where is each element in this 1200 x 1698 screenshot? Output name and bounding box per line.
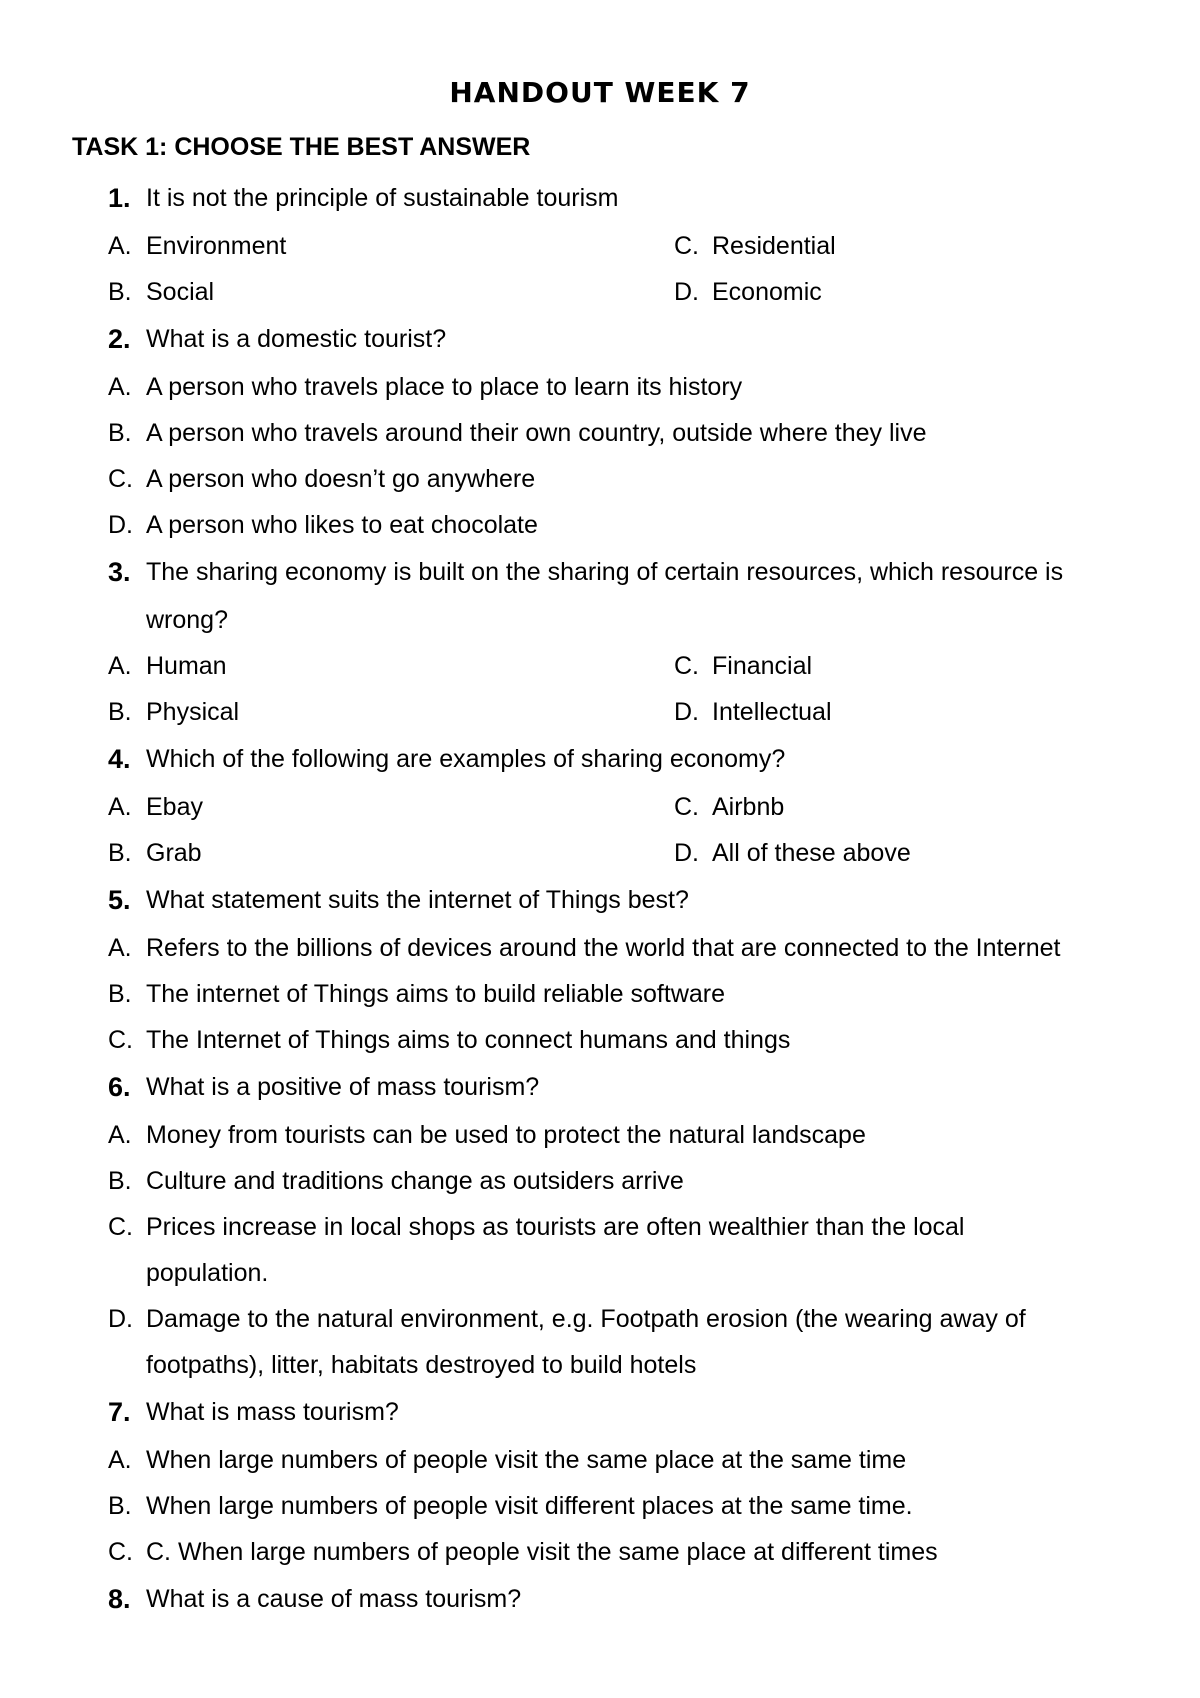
option-letter: C.	[108, 1538, 133, 1566]
option-text: Intellectual	[712, 698, 832, 726]
option-text: Airbnb	[712, 793, 785, 821]
option-text: The internet of Things aims to build reliable software	[146, 980, 726, 1008]
option-letter: B.	[108, 419, 132, 447]
option-row	[0, 1529, 1200, 1575]
question-row	[0, 1388, 1200, 1437]
question-text: The sharing economy is built on the sharing of certain resources, which resource is	[146, 558, 1064, 586]
question-text: What is a cause of mass tourism?	[146, 1585, 522, 1613]
question-number: 2.	[108, 324, 131, 354]
option-text: Economic	[712, 278, 822, 306]
option-row	[0, 1112, 1200, 1158]
question-list	[0, 174, 1200, 1624]
question-number: 5.	[108, 885, 131, 915]
option-letter: B.	[108, 980, 132, 1008]
question-row	[0, 548, 1200, 597]
option-letter: C.	[108, 465, 133, 493]
option-text: Culture and traditions change as outsiders arrive	[146, 1167, 684, 1195]
question-row	[0, 174, 1200, 223]
question-text: What statement suits the internet of Things best?	[146, 886, 689, 914]
option-letter: D.	[108, 1305, 133, 1333]
option-row	[0, 456, 1200, 502]
option-letter: D.	[674, 698, 699, 726]
option-letter: B.	[108, 698, 132, 726]
option-letter: B.	[108, 839, 132, 867]
option-text: Financial	[712, 652, 813, 680]
option-row	[0, 830, 1200, 876]
option-letter: A.	[108, 373, 132, 401]
question-text: What is a domestic tourist?	[146, 325, 447, 353]
option-row	[0, 269, 1200, 315]
task-heading: TASK 1: CHOOSE THE BEST ANSWER	[72, 133, 531, 161]
option-text: Environment	[146, 232, 287, 260]
option-row	[0, 410, 1200, 456]
option-text: population.	[146, 1259, 269, 1287]
question-row	[0, 876, 1200, 925]
option-row	[0, 502, 1200, 548]
option-text: Prices increase in local shops as tourists are often wealthier than the local	[146, 1213, 965, 1241]
option-text: A person who travels around their own country, outside where they live	[146, 419, 927, 447]
question-row	[0, 315, 1200, 364]
question-number: 8.	[108, 1584, 131, 1614]
option-text: When large numbers of people visit the same place at the same time	[146, 1446, 907, 1474]
option-row	[0, 1158, 1200, 1204]
option-text: footpaths), litter, habitats destroyed to build hotels	[146, 1351, 697, 1379]
question-text: What is a positive of mass tourism?	[146, 1073, 540, 1101]
option-letter: B.	[108, 1167, 132, 1195]
option-letter: D.	[674, 278, 699, 306]
option-row	[0, 1483, 1200, 1529]
option-text: Refers to the billions of devices around the world that are connected to the Internet	[146, 934, 1061, 962]
option-continuation	[0, 1250, 1200, 1296]
option-text: C. When large numbers of people visit the same place at different times	[146, 1538, 938, 1566]
option-letter: A.	[108, 1121, 132, 1149]
option-text: A person who travels place to place to learn its history	[146, 373, 743, 401]
question-row	[0, 735, 1200, 784]
question-continuation	[0, 597, 1200, 643]
option-text: Money from tourists can be used to protect the natural landscape	[146, 1121, 866, 1149]
question-number: 4.	[108, 744, 131, 774]
question-text: It is not the principle of sustainable tourism	[146, 184, 619, 212]
question-number: 3.	[108, 557, 131, 587]
option-text: Human	[146, 652, 227, 680]
page-title: HANDOUT WEEK 7	[449, 76, 751, 109]
option-letter: B.	[108, 1492, 132, 1520]
option-letter: C.	[674, 793, 699, 821]
option-letter: D.	[108, 511, 133, 539]
option-row	[0, 784, 1200, 830]
question-text: wrong?	[146, 606, 228, 634]
question-number: 6.	[108, 1072, 131, 1102]
option-letter: A.	[108, 934, 132, 962]
option-row	[0, 925, 1200, 971]
option-text: All of these above	[712, 839, 911, 867]
option-letter: C.	[674, 652, 699, 680]
option-letter: C.	[108, 1213, 133, 1241]
option-text: When large numbers of people visit different places at the same time.	[146, 1492, 913, 1520]
option-row	[0, 689, 1200, 735]
option-text: A person who likes to eat chocolate	[146, 511, 538, 539]
option-row	[0, 1437, 1200, 1483]
question-text: Which of the following are examples of sharing economy?	[146, 745, 786, 773]
option-letter: A.	[108, 232, 132, 260]
option-text: Physical	[146, 698, 240, 726]
option-letter: A.	[108, 652, 132, 680]
option-row	[0, 1017, 1200, 1063]
question-number: 1.	[108, 183, 131, 213]
option-letter: B.	[108, 278, 132, 306]
option-text: A person who doesn’t go anywhere	[146, 465, 536, 493]
option-row	[0, 971, 1200, 1017]
option-letter: A.	[108, 793, 132, 821]
option-text: Residential	[712, 232, 836, 260]
option-text: Social	[146, 278, 215, 306]
option-letter: C.	[108, 1026, 133, 1054]
option-continuation	[0, 1342, 1200, 1388]
question-row	[0, 1063, 1200, 1112]
option-text: Ebay	[146, 793, 203, 821]
question-row	[0, 1575, 1200, 1624]
question-text: What is mass tourism?	[146, 1398, 399, 1426]
question-number: 7.	[108, 1397, 131, 1427]
option-letter: C.	[674, 232, 699, 260]
option-letter: D.	[674, 839, 699, 867]
option-row	[0, 223, 1200, 269]
option-text: The Internet of Things aims to connect humans and things	[146, 1026, 791, 1054]
option-text: Grab	[146, 839, 202, 867]
option-letter: A.	[108, 1446, 132, 1474]
option-row	[0, 1204, 1200, 1250]
option-row	[0, 364, 1200, 410]
option-row	[0, 643, 1200, 689]
option-row	[0, 1296, 1200, 1342]
option-text: Damage to the natural environment, e.g. Footpath erosion (the wearing away of	[146, 1305, 1026, 1333]
